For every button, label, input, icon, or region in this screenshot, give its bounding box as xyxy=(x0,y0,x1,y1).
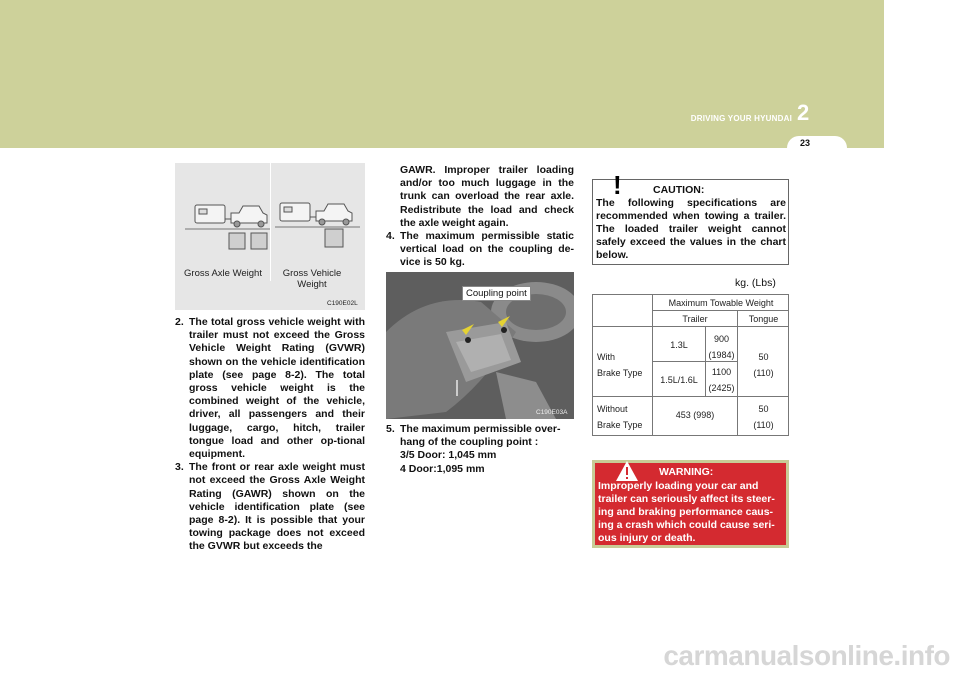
overhang-3-5-door: 3/5 Door: 1,045 mm xyxy=(400,449,497,462)
trailer-lbs-1-3l: (1984) xyxy=(708,350,735,360)
table-units: kg. (Lbs) xyxy=(735,277,776,289)
tongue-with-lbs: (110) xyxy=(753,368,774,378)
left-column xyxy=(175,316,365,554)
row-with-label xyxy=(597,349,642,381)
row-with-line2: Brake Type xyxy=(597,368,643,378)
trailer-lbs-1-5l: (2425) xyxy=(708,383,735,393)
coupling-point-label: Coupling point xyxy=(462,286,531,301)
list-item-text: The maximum permissible static vertical load on the coupling de-vice is 50 kg. xyxy=(400,230,574,269)
header-band xyxy=(0,0,884,148)
page-number: 23 xyxy=(799,138,810,148)
left-car-trailer-icon xyxy=(185,205,270,249)
col-trailer-header: Trailer xyxy=(682,314,708,324)
row-with-line1: With xyxy=(597,352,615,362)
list-item-number: 5. xyxy=(386,423,395,435)
tongue-without-kg: 50 xyxy=(758,404,769,414)
chapter-title: DRIVING YOUR HYUNDAI xyxy=(690,114,792,123)
overhang-4-door: 4 Door:1,095 mm xyxy=(400,462,485,475)
caution-box xyxy=(592,170,789,265)
figure-divider xyxy=(270,163,271,281)
table-header: Maximum Towable Weight xyxy=(668,298,774,308)
warning-triangle-icon xyxy=(615,460,639,482)
list-item xyxy=(386,230,574,270)
list-item-number: 2. xyxy=(175,316,184,328)
tongue-without-brake xyxy=(738,401,789,433)
trailer-kg-1-3l: 900 xyxy=(713,334,730,344)
warning-title: WARNING: xyxy=(659,466,714,478)
gross-axle-weight-label: Gross Axle Weight xyxy=(184,268,262,279)
middle-column-top xyxy=(386,164,574,270)
warning-box xyxy=(592,460,789,548)
chapter-number: 2 xyxy=(797,100,810,125)
list-item xyxy=(175,461,365,553)
tongue-with-kg: 50 xyxy=(758,352,769,362)
exclamation-icon: ! xyxy=(613,170,622,200)
footer-watermark: carmanualsonline.info xyxy=(663,640,950,671)
engine-1-5l-1-6l: 1.5L/1.6L xyxy=(660,375,698,385)
table-line xyxy=(593,396,789,397)
list-item xyxy=(386,423,574,449)
gross-vehicle-weight-label: Gross Vehicle Weight xyxy=(282,268,342,290)
trailer-value-1-5l xyxy=(706,364,737,396)
row-without-label xyxy=(597,401,642,433)
table-line xyxy=(593,326,789,327)
middle-column-bottom xyxy=(386,423,574,476)
towing-weight-table xyxy=(592,294,789,436)
tongue-without-lbs: (110) xyxy=(753,420,774,430)
engine-1-3l: 1.3L xyxy=(670,340,688,350)
trailer-value-1-3l xyxy=(706,331,737,363)
figure1-code: C190E02L xyxy=(327,300,358,307)
axle-weight-figure xyxy=(175,163,365,310)
table-line xyxy=(652,310,789,311)
list-item-number: 4. xyxy=(386,230,395,243)
row-without-line1: Without xyxy=(597,404,628,414)
list-item xyxy=(175,316,365,461)
col-tongue-header: Tongue xyxy=(748,314,779,324)
right-car-trailer-icon xyxy=(275,203,360,247)
list-item-text: The total gross vehicle weight with trailer must not exceed the Gross Vehicle Weight Rating (GVWR) shown on the vehicle identification plate (see page 8-2). The total gross vehicle weight is the combined weight of the vehicle, driver, all passengers and their luggage, cargo, hitch, trailer tongue load and other op-tional equipment. xyxy=(189,316,365,461)
caution-title: CAUTION: xyxy=(653,184,705,196)
list-item-text: The front or rear axle weight must not exceed the Gross Axle Weight Rating (GAWR) shown on the vehicle identification plate (see page 8-2). It is possible that your towing package does not exceed the GVWR but exceeds the xyxy=(189,461,365,553)
trailer-kg-1-5l: 1100 xyxy=(711,367,732,377)
trailer-without-brake: 453 (998) xyxy=(675,410,715,420)
tongue-with-brake xyxy=(738,349,789,381)
row-without-line2: Brake Type xyxy=(597,420,643,430)
list-item-number: 3. xyxy=(175,461,184,474)
list-item-continuation: GAWR. Improper trailer loading and/or too much luggage in the trunk can overload the rear axle. Redistribute the load and check the axle weight again. xyxy=(400,164,574,229)
figure2-code: C190E03A xyxy=(536,409,568,416)
caution-body: The following specifications are recommended when towing a trailer. The loaded trailer weight cannot safely exceed the values in the chart below. xyxy=(596,197,786,261)
warning-body: Improperly loading your car and trailer can seriously affect its steer-ing and braking performance caus-ing a crash which could cause seri-ous injury or death. xyxy=(598,480,775,544)
list-item-text: The maximum permissible over-hang of the coupling point : xyxy=(400,423,561,449)
